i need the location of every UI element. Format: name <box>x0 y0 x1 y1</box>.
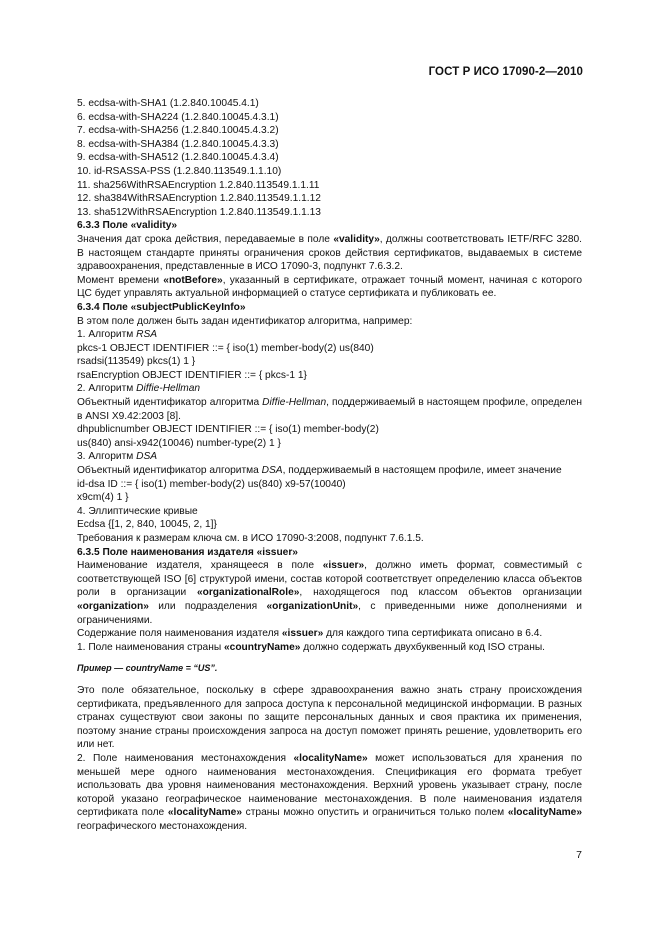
algorithm-heading: 4. Эллиптические кривые <box>77 505 198 517</box>
algorithm-heading: 3. Алгоритм DSA <box>77 451 158 463</box>
list-item: 12. sha384WithRSAEncryption 1.2.840.113549.1.1.12 <box>77 193 321 205</box>
code-line: us(840) ansi-x942(10046) number-type(2) 1 } <box>77 437 281 449</box>
list-item: 8. ecdsa-with-SHA384 (1.2.840.10045.4.3.3) <box>77 138 279 150</box>
code-line: rsadsi(113549) pkcs(1) 1 } <box>77 356 196 368</box>
example-note: Пример — countryName = “US”. <box>77 663 218 674</box>
paragraph: Это поле обязательное, поскольку в сфере здравоохранения важно знать страну происхождения сертификата, предъявленного для запроса доступа к персональной медицинской информации. В разных странах существуют свои законы по защите персональных данных и своя практика их применения, поэтому знание страны происхождения запроса на доступ поможет принять решение, удовлетворить его или нет. <box>77 684 582 751</box>
paragraph: Момент времени «notBefore», указанный в сертификате, отражает точный момент, начиная с которого ЦС будет управлять актуальной информацией о статусе сертификата и публиковать ее. <box>77 274 582 300</box>
paragraph: Значения дат срока действия, передаваемые в поле «validity», должны соответствовать IETF/RFC 3280. В настоящем стандарте приняты ограничения сроков действия сертификатов, выдаваемых в системе здравоохранения, представленные в ИСО 17090-3, подпункт 7.6.3.2. <box>77 233 582 273</box>
list-item: 7. ecdsa-with-SHA256 (1.2.840.10045.4.3.2) <box>77 125 279 137</box>
list-item: 6. ecdsa-with-SHA224 (1.2.840.10045.4.3.1) <box>77 111 279 123</box>
paragraph: 1. Поле наименования страны «countryName» должно содержать двухбуквенный код ISO страны. <box>77 641 545 653</box>
code-line: dhpublicnumber OBJECT IDENTIFIER ::= { iso(1) member-body(2) <box>77 424 379 436</box>
paragraph: В этом поле должен быть задан идентификатор алгоритма, например: <box>77 315 413 327</box>
document-header: ГОСТ Р ИСО 17090-2—2010 <box>428 66 583 78</box>
algorithm-heading: 2. Алгоритм Diffie-Hellman <box>77 383 201 395</box>
code-line: x9cm(4) 1 } <box>77 492 129 504</box>
paragraph: Объектный идентификатор алгоритма Diffie-Hellman, поддерживаемый в настоящем профиле, определен в ANSI X9.42:2003 [8]. <box>77 397 582 422</box>
algorithm-list <box>77 97 582 219</box>
paragraph: 2. Поле наименования местонахождения «localityName» может использоваться для хранения по меньшей мере одного наименования местонахождения. Спецификация его формата требует использовать два уровня наименования местонахождения. Верхний уровень указывает страну, после которой указано географическое наименование местонахождения. В поле наименования издателя сертификата поле «localityName» страны можно опустить и ограничиться только полем «localityName» географического местонахождения. <box>77 752 582 832</box>
paragraph: Наименование издателя, хранящееся в поле «issuer», должно иметь формат, совместимый с соответствующей ISO [6] структурой имени, состав которой соответствует определению класса объектов роли в организации «organizationalRole», находящегося под классом объектов организации «organization» или подразделения «organizationUnit», с приведенными ниже дополнениями и ограничениями. <box>77 560 583 626</box>
code-line: pkcs-1 OBJECT IDENTIFIER ::= { iso(1) member-body(2) us(840) <box>77 342 374 354</box>
section-heading-6-3-4: 6.3.4 Поле «subjectPublicKeyInfo» <box>77 301 246 313</box>
section-heading-6-3-5: 6.3.5 Поле наименования издателя «issuer» <box>77 546 298 558</box>
code-line: Ecdsa {[1, 2, 840, 10045, 2, 1]} <box>77 519 217 531</box>
page-body <box>77 97 582 833</box>
code-line: rsaEncryption OBJECT IDENTIFIER ::= { pkcs-1 1} <box>77 369 307 381</box>
list-item: 13. sha512WithRSAEncryption 1.2.840.113549.1.1.13 <box>77 206 321 218</box>
list-item: 11. sha256WithRSAEncryption 1.2.840.113549.1.1.11 <box>77 179 320 191</box>
code-line: id-dsa ID ::= { iso(1) member-body(2) us(840) x9-57(10040) <box>77 478 346 490</box>
list-item: 10. id-RSASSA-PSS (1.2.840.113549.1.1.10) <box>77 165 282 177</box>
paragraph: Объектный идентификатор алгоритма DSA, поддерживаемый в настоящем профиле, имеет значение <box>77 465 562 477</box>
paragraph: Содержание поля наименования издателя «issuer» для каждого типа сертификата описано в 6.4. <box>77 628 543 640</box>
section-heading-6-3-3: 6.3.3 Поле «validity» <box>77 220 178 232</box>
algorithm-heading: 1. Алгоритм RSA <box>77 329 158 341</box>
list-item: 9. ecdsa-with-SHA512 (1.2.840.10045.4.3.4) <box>77 152 279 164</box>
list-item: 5. ecdsa-with-SHA1 (1.2.840.10045.4.1) <box>77 98 259 109</box>
paragraph: Требования к размерам ключа см. в ИСО 17090-3:2008, подпункт 7.6.1.5. <box>77 533 424 544</box>
page-number: 7 <box>576 849 582 861</box>
